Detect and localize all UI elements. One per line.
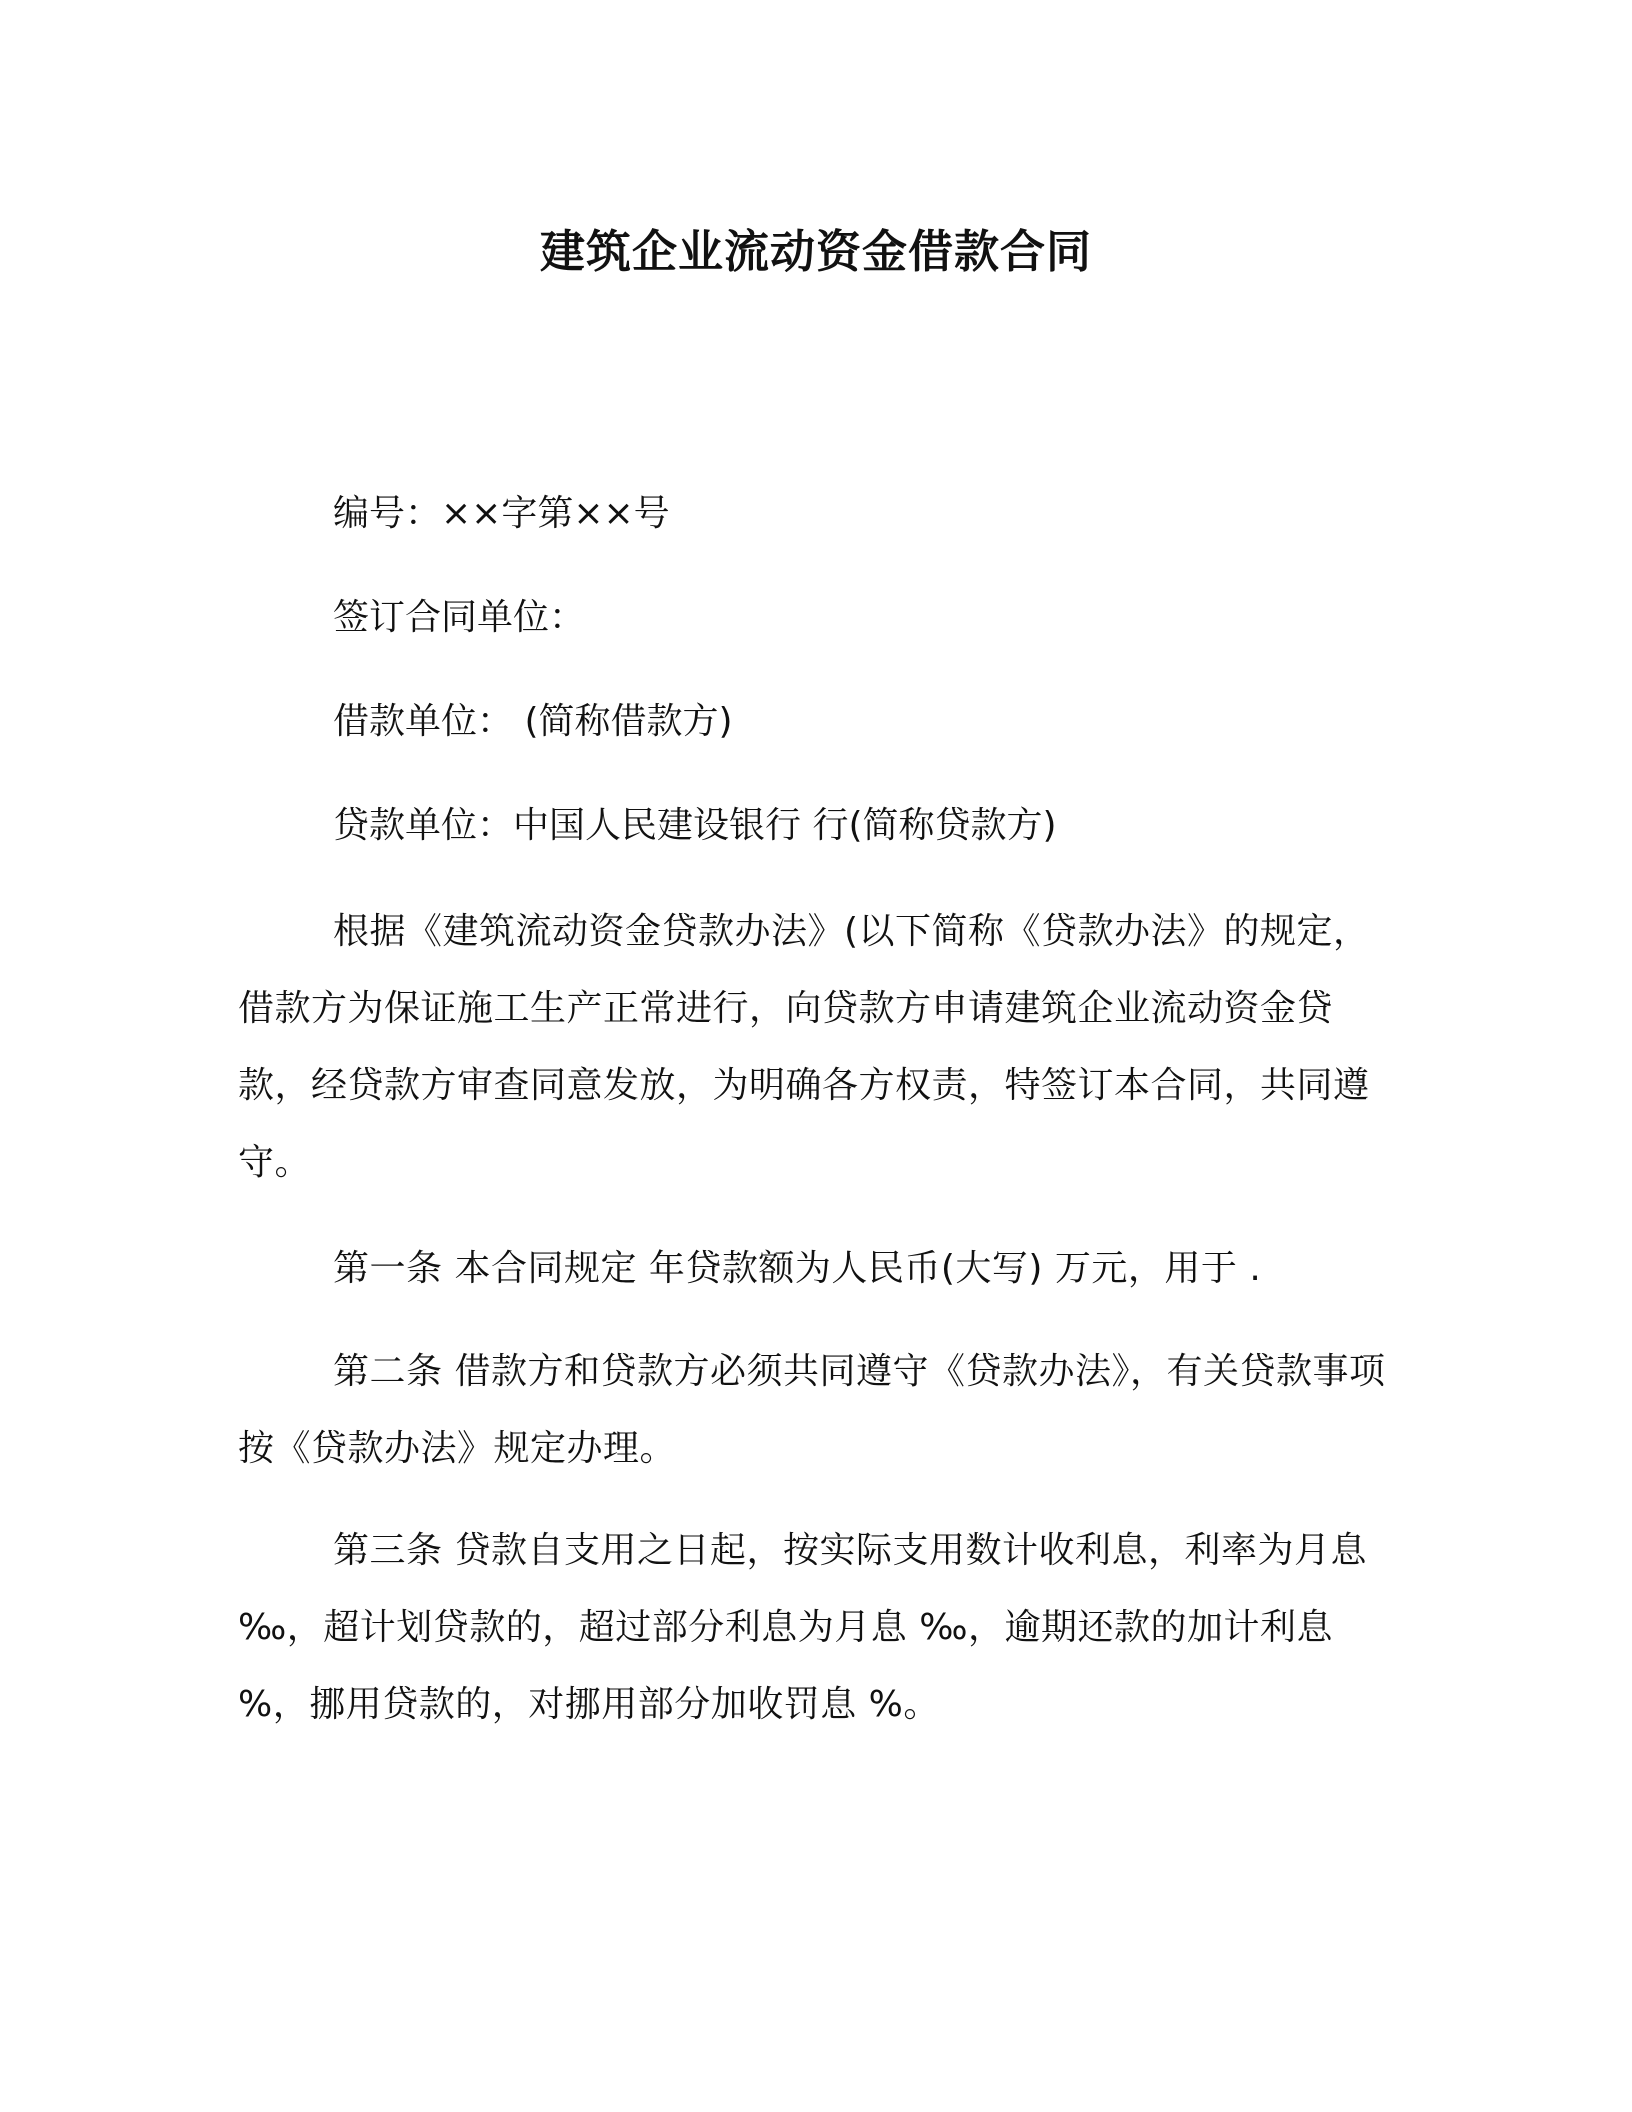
article-3-text: 第三条 贷款自支用之日起，按实际支用数计收利息，利率为月息 ‰，超计划贷款的，超过部分利息为月息 ‰，逾期还款的加计利息 %，挪用贷款的，对挪用部分加收罚息 %。	[238, 1530, 1367, 1725]
article-1	[238, 1230, 1388, 1307]
article-3	[238, 1512, 1388, 1743]
preamble-text: 根据《建筑流动资金贷款办法》(以下简称《贷款办法》的规定，借款方为保证施工生产正常进行，向贷款方申请建筑企业流动资金贷款，经贷款方审查同意发放，为明确各方权责，特签订本合同，共同遵守。	[238, 911, 1370, 1183]
document-title: 建筑企业流动资金借款合同	[539, 225, 1092, 278]
article-1-text: 第一条 本合同规定 年贷款额为人民币(大写) 万元，用于 .	[333, 1248, 1262, 1289]
contract-number: 编号：××字第××号	[333, 493, 670, 534]
article-2	[238, 1333, 1388, 1487]
article-2-text: 第二条 借款方和贷款方必须共同遵守《贷款办法》，有关贷款事项按《贷款办法》规定办理。	[238, 1351, 1386, 1469]
preamble-paragraph	[238, 893, 1388, 1201]
contract-parties-label: 签订合同单位：	[333, 597, 586, 638]
lender-line: 贷款单位：中国人民建设银行 行(简称贷款方)	[333, 805, 1057, 846]
borrower-line: 借款单位： (简称借款方)	[333, 701, 733, 742]
